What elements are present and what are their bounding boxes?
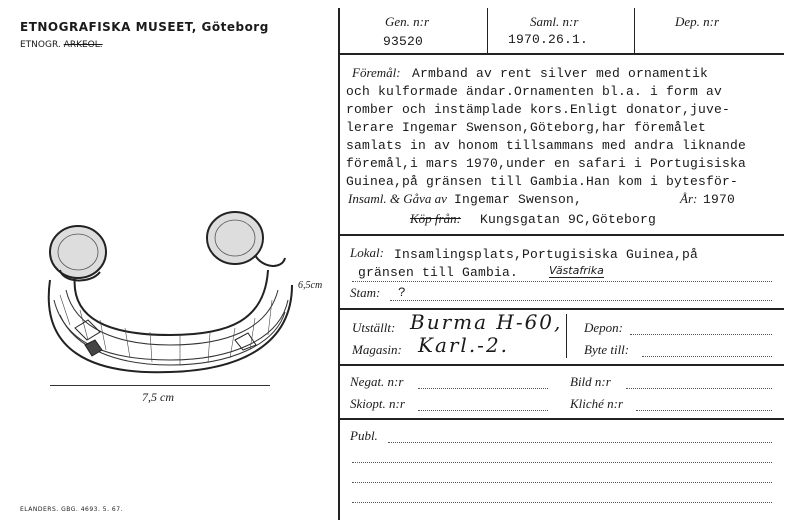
gen-nr-value: 93520 <box>383 34 424 49</box>
lokal-line-2: gränsen till Gambia. <box>358 265 519 280</box>
dep-nr-label: Dep. n:r <box>675 14 720 29</box>
foremal-line-3: romber och instämplade kors.Enligt donator,juve- <box>346 102 731 117</box>
id-divider-1 <box>487 8 488 54</box>
stam-value: ? <box>398 285 407 300</box>
byte-dotline <box>642 356 772 357</box>
magasin-label: Magasin: <box>352 342 402 357</box>
department-active: ETNOGR. <box>20 40 61 50</box>
bild-dotline <box>626 388 772 389</box>
gen-nr-label: Gen. n:r <box>385 14 430 29</box>
byte-label: Byte till: <box>584 342 630 357</box>
kliche-dotline <box>636 410 772 411</box>
photo-divider <box>338 418 784 420</box>
bracelet-drawing <box>30 200 330 420</box>
negat-dotline <box>418 388 548 389</box>
storage-vertical-divider <box>566 314 567 358</box>
magasin-value: Karl.-2. <box>418 333 510 357</box>
foremal-line-4: lerare Ingemar Swenson,Göteborg,har föremålet <box>346 120 707 135</box>
negat-label: Negat. n:r <box>350 374 404 389</box>
utstallt-label: Utställt: <box>352 320 396 335</box>
id-divider-2 <box>634 8 635 54</box>
saml-nr-value: 1970.26.1. <box>508 32 589 47</box>
lokal-line-1: Insamlingsplats,Portugisiska Guinea,på <box>394 247 699 262</box>
width-measurement: 7,5 cm <box>142 390 174 404</box>
department-struck: ARKEOL. <box>63 40 103 50</box>
museum-name: ETNOGRAFISKA MUSEET, Göteborg <box>20 20 269 34</box>
kop-label: Köp från: <box>410 211 461 226</box>
foremal-line-7: Guinea,på gränsen till Gambia.Han kom i bytesför- <box>346 174 739 189</box>
publ-label: Publ. <box>350 428 378 443</box>
lokal-label: Lokal: <box>350 245 384 260</box>
skiopt-dotline <box>418 410 548 411</box>
insaml-label: Insaml. & Gåva av <box>348 191 447 206</box>
publ-dotline-1 <box>388 442 772 443</box>
storage-divider <box>338 364 784 366</box>
stam-label: Stam: <box>350 285 381 300</box>
height-measurement: 6,5cm <box>298 280 323 291</box>
foremal-divider <box>338 234 784 236</box>
foremal-line-5: samlats in av honom tillsammans med andra liknande <box>346 138 747 153</box>
header-divider <box>338 53 784 55</box>
ar-value: 1970 <box>703 192 736 207</box>
bild-label: Bild n:r <box>570 374 611 389</box>
kop-value: Kungsgatan 9C,Göteborg <box>480 212 657 227</box>
card-left-border <box>338 8 340 520</box>
foremal-line-6: föremål,i mars 1970,under en safari i Portugisiska <box>346 156 747 171</box>
foremal-line-2: och kulformade ändar.Ornamenten bl.a. i form av <box>346 84 723 99</box>
depon-dotline <box>630 334 772 335</box>
lokal-hand-note: Västafrika <box>549 264 604 277</box>
depon-label: Depon: <box>584 320 623 335</box>
kliche-label: Kliché n:r <box>570 396 624 411</box>
width-measure-line <box>50 385 270 386</box>
saml-nr-label: Saml. n:r <box>530 14 579 29</box>
publ-dotline-3 <box>352 482 772 483</box>
ar-label: År: <box>680 191 698 206</box>
publ-dotline-4 <box>352 502 772 503</box>
foremal-line-1: Armband av rent silver med ornamentik <box>412 66 709 81</box>
foremal-label: Föremål: <box>352 65 401 80</box>
printer-imprint: ELANDERS. GBG. 4693. 5. 67. <box>20 506 123 513</box>
utstallt-value: Burma H-60, <box>410 310 563 334</box>
skiopt-label: Skiopt. n:r <box>350 396 405 411</box>
insaml-value: Ingemar Swenson, <box>454 192 583 207</box>
stam-dotline <box>390 300 772 301</box>
publ-dotline-2 <box>352 462 772 463</box>
department-line <box>20 40 103 50</box>
lokal-dotline-1 <box>352 281 772 282</box>
